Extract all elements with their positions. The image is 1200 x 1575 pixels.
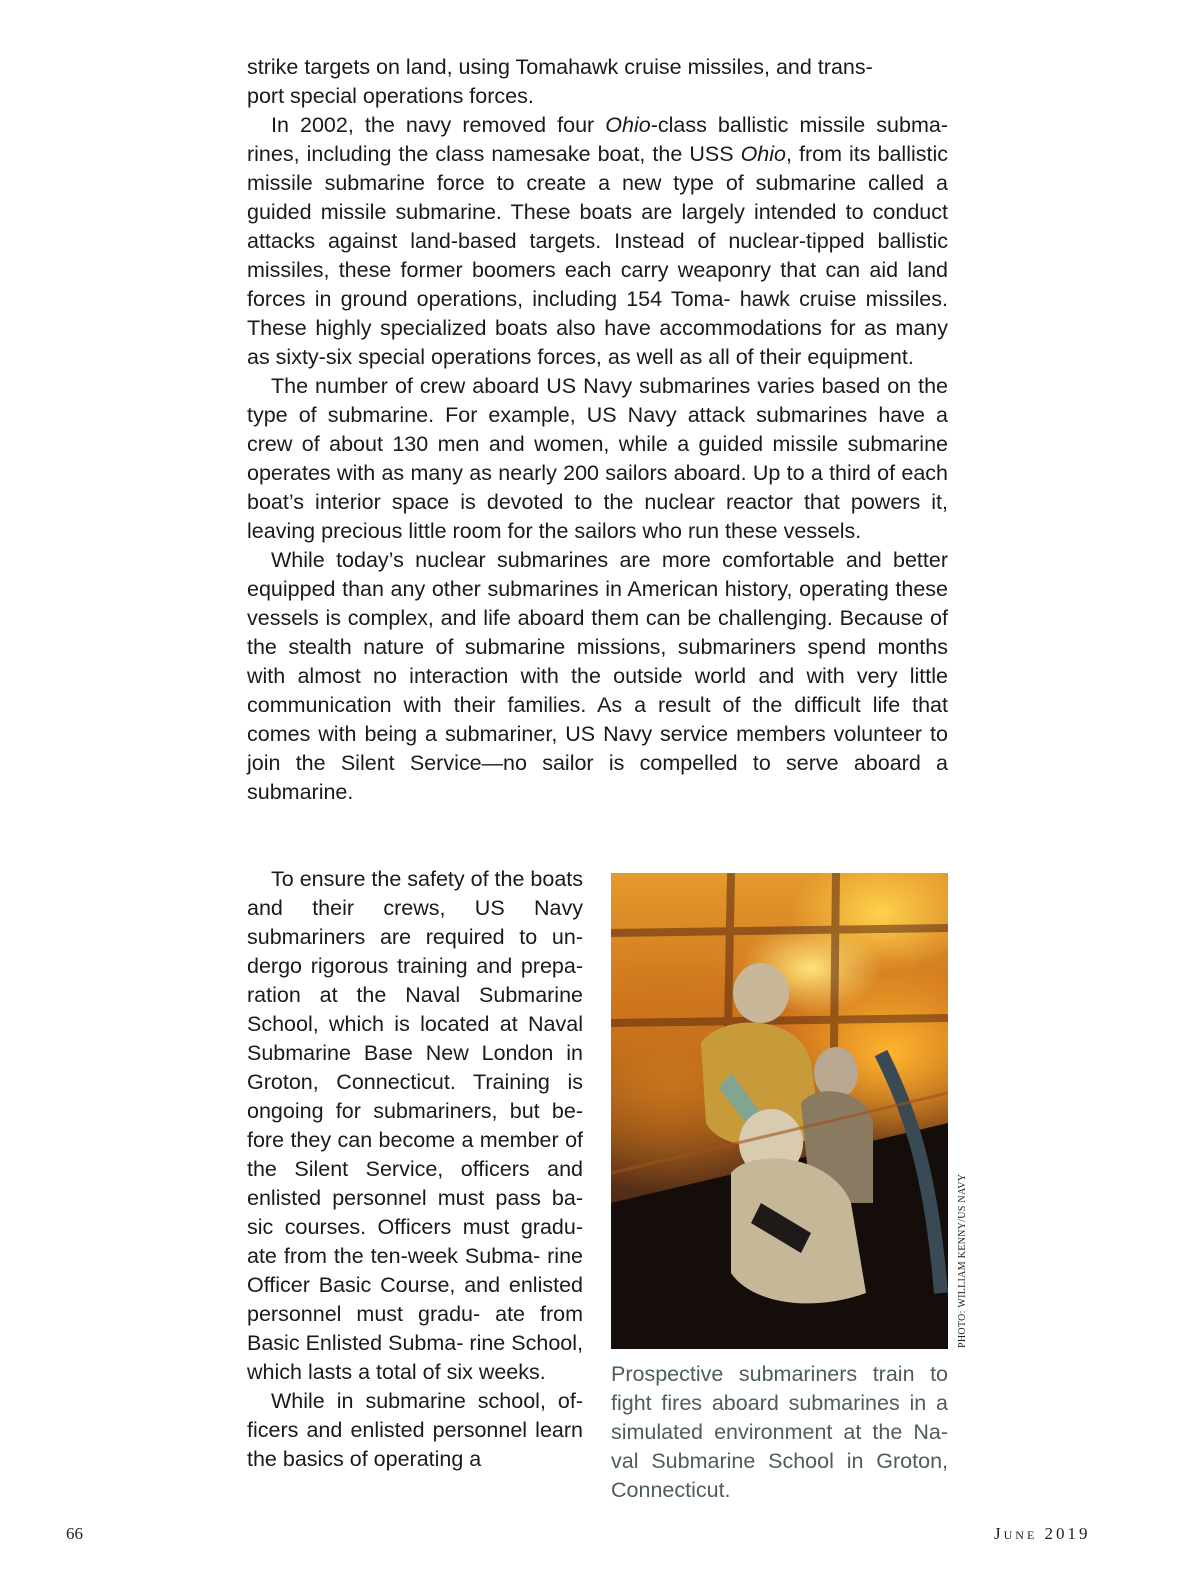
paragraph-4: While today’s nuclear submarines are more comfortable and better equipped than any other submarines in American history, operating these vessels is complex, and life aboard them can be challenging. Because of the stealth nature of submarine missions, submariners spend months with almost no interaction with the outside world and with very little communication with their families. As a result of the difficult life that comes with being a submariner, US Navy service members volunteer to join the Silent Service—no sailor is compelled to serve aboard a submarine.	[247, 548, 948, 804]
italic-ohio: Ohio	[605, 113, 651, 137]
photo-illustration	[611, 873, 948, 1349]
left-text-column	[247, 865, 583, 1474]
paragraph-1	[247, 53, 948, 111]
main-text-column	[247, 53, 948, 807]
photo-caption: Prospective submariners train to fight fires aboard submarines in a simulated environment at the Na- val Submarine School in Groton, Connecticut.	[611, 1362, 948, 1502]
page-number: 66	[66, 1524, 83, 1543]
paragraph-1-line-2: port special operations forces.	[247, 84, 534, 108]
paragraph-6: While in submarine school, of- ficers and enlisted personnel learn the basics of operating a	[247, 1389, 583, 1471]
paragraph-5: To ensure the safety of the boats and their crews, US Navy submariners are required to un- dergo rigorous training and prepa- ration at the Naval Submarine School, which is located at Naval Submarine Base New London in Groton, Connecticut. Training is ongoing for submariners, but be- fore they can become a member of the Silent Service, officers and enlisted personnel must pass ba- sic courses. Officers must gradu- ate from the ten-week Subma- rine Officer Basic Course, and enlisted personnel must gradu- ate from Basic Enlisted Subma- rine School, which lasts a total of six weeks.	[247, 867, 583, 1384]
photo-credit: PHOTO: WILLIAM KENNY/US NAVY	[957, 1173, 968, 1348]
italic-ohio-2: Ohio	[740, 142, 786, 166]
paragraph-3: The number of crew aboard US Navy submarines varies based on the type of submarine. For example, US Navy attack submarines have a crew of about 130 men and women, while a guided missile submarine operates with as many as nearly 200 sailors aboard. Up to a third of each boat’s interior space is devoted to the nuclear reactor that powers it, leaving precious little room for the sailors who run these vessels.	[247, 374, 948, 543]
firefighting-training-photo	[611, 873, 948, 1349]
paragraph-2: In 2002, the navy removed four Ohio-class ballistic missile subma- rines, including the class namesake boat, the USS Ohio, from its ballistic missile submarine force to create a new type of submarine called a guided missile submarine. These boats are largely intended to conduct attacks against land-based targets. Instead of nuclear-tipped ballistic missiles, these former boomers each carry weaponry that can aid land forces in ground operations, including 154 Toma- hawk cruise missiles. These highly specialized boats also have accommodations for as many as sixty-six special operations forces, as well as all of their equipment.	[247, 113, 949, 369]
issue-date: June 2019	[994, 1524, 1091, 1543]
paragraph-1-line-1: strike targets on land, using Tomahawk cruise missiles, and trans-	[247, 55, 873, 79]
